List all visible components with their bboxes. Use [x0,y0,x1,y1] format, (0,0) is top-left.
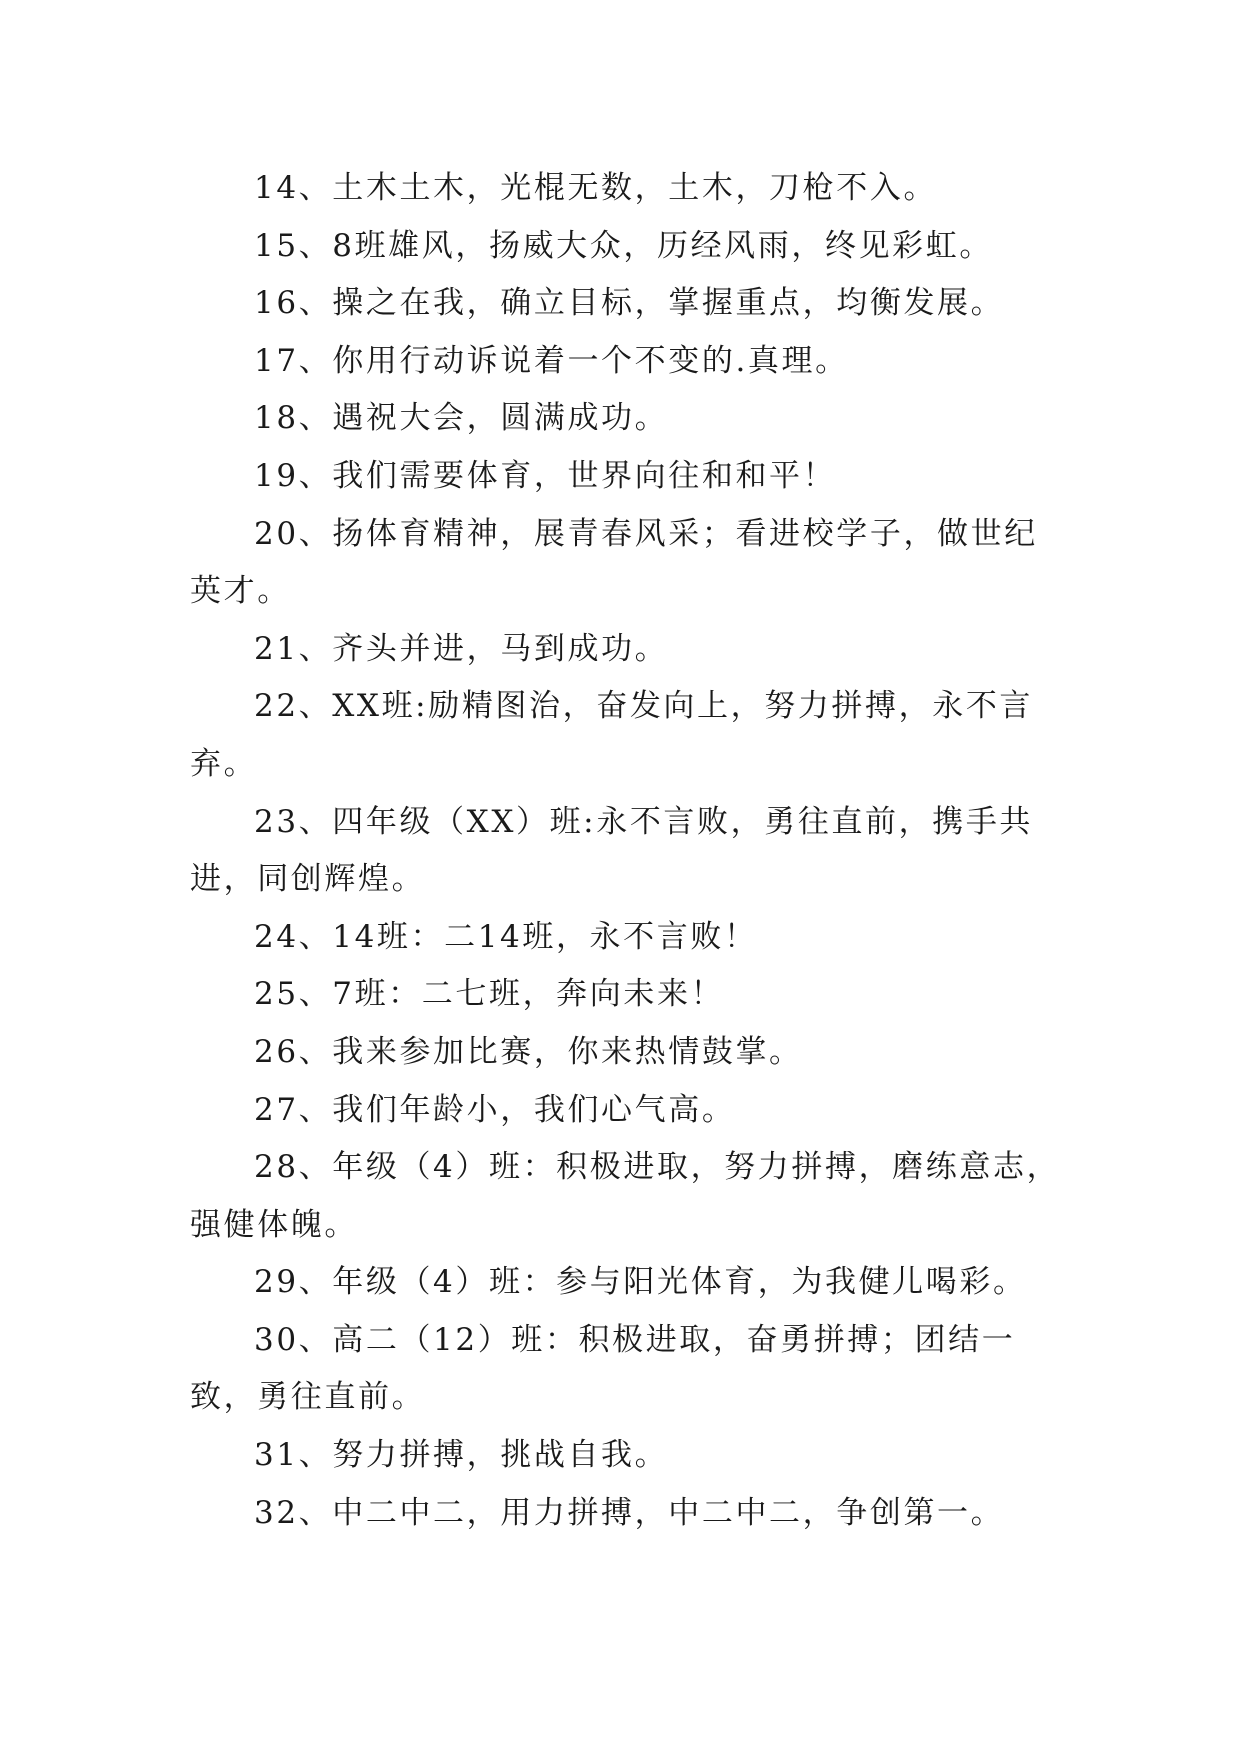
slogan-30: 30、高二（12）班：积极进取，奋勇拼搏；团结一致，勇往直前。 [190,1321,1016,1416]
slogan-27: 27、我们年龄小，我们心气高。 [254,1091,736,1128]
slogan-16: 16、操之在我，确立目标，掌握重点，均衡发展。 [254,285,1005,322]
slogan-15: 15、8班雄风，扬威大众，历经风雨，终见彩虹。 [254,227,993,264]
slogan-21: 21、齐头并进，马到成功。 [254,630,669,667]
slogan-20: 20、扬体育精神，展青春风采；看进校学子，做世纪英才。 [190,515,1038,610]
slogan-23: 23、四年级（XX）班:永不言败，勇往直前，携手共进，同创辉煌。 [190,803,1034,898]
slogan-32: 32、中二中二，用力拼搏，中二中二，争创第一。 [254,1494,1005,1531]
slogan-24: 24、14班：二14班，永不言败！ [254,918,758,955]
slogan-22: 22、XX班:励精图治，奋发向上，努力拼搏，永不言弃。 [190,688,1034,782]
slogan-26: 26、我来参加比赛，你来热情鼓掌。 [254,1033,803,1070]
document-body [190,160,1070,1542]
slogan-17: 17、你用行动诉说着一个不变的.真理。 [254,342,849,379]
slogan-14: 14、土木土木，光棍无数，土木，刀枪不入。 [254,170,938,206]
slogan-18: 18、遇祝大会，圆满成功。 [254,400,669,437]
slogan-25: 25、7班：二七班，奔向未来！ [254,976,725,1013]
slogan-28: 28、年级（4）班：积极进取，努力拼搏，磨练意志，强健体魄。 [190,1149,1061,1243]
slogan-31: 31、努力拼搏，挑战自我。 [254,1437,669,1474]
slogan-19: 19、我们需要体育，世界向往和和平！ [254,457,837,494]
slogan-29: 29、年级（4）班：参与阳光体育，为我健儿喝彩。 [254,1264,1027,1301]
